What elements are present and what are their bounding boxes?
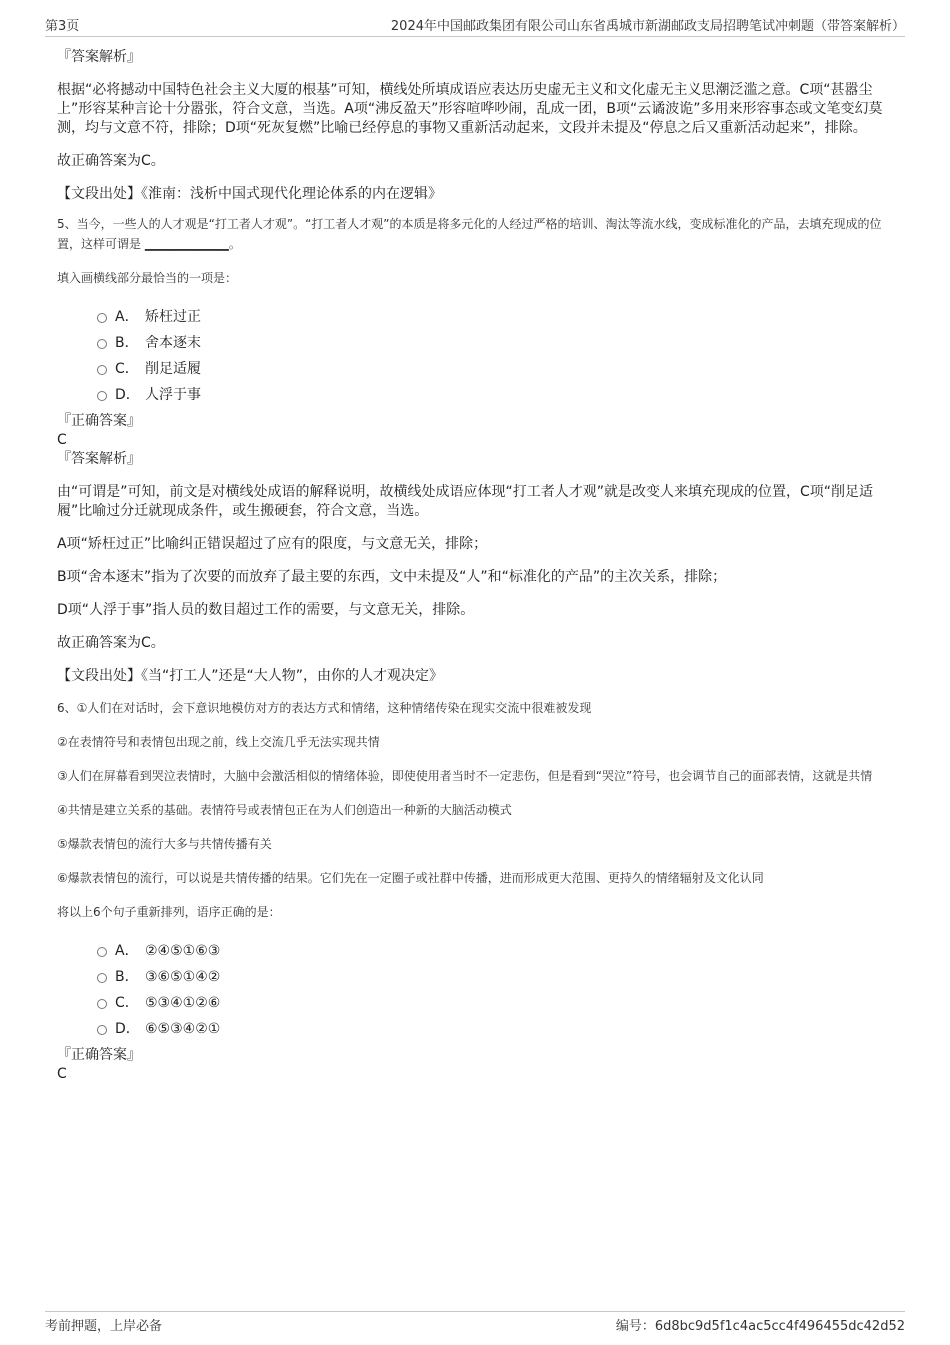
q4-analysis-text: 根据“必将撼动中国特色社会主义大厦的根基”可知，横线处所填成语应表达历史虚无主义和文化虚无主义思潮泛滥之意。C项“甚嚣尘上”形容某种言论十分嚣张，符合文意，当选。A项“沸反盈天”形容喧哗吵闹，乱成一团，B项“云谲波诡”多用来形容事态或文笔变幻莫测，均与文意不符，排除；D项“死灰复燃”比喻已经停息的事物又重新活动起来，文段并未提及“停息之后又重新活动起来”，排除。	[57, 82, 883, 136]
q5-source: 【文段出处】《当“打工人”还是“大人物”，由你的人才观决定》	[57, 668, 444, 684]
q5-analysis-label: 『答案解析』	[57, 451, 141, 467]
document-title: 2024年中国邮政集团有限公司山东省禹城市新湖邮政支局招聘笔试冲刺题（带答案解析）	[390, 19, 905, 34]
q5-analysis-b: B项“舍本逐末”指为了次要的而放弃了最主要的东西，文中未提及“人”和“标准化的产品”的主次关系，排除；	[57, 569, 727, 585]
q6-sentence-1: 6、①人们在对话时，会下意识地模仿对方的表达方式和情绪，这种情绪传染在现实交流中很难被发现	[57, 701, 592, 715]
q6-answer: C	[57, 1066, 67, 1082]
q4-analysis-label: 『答案解析』	[57, 49, 141, 65]
q6-sentence-2: ②在表情符号和表情包出现之前，线上交流几乎无法实现共情	[57, 735, 380, 749]
page-footer	[45, 1311, 905, 1336]
radio-icon[interactable]	[97, 365, 107, 375]
q5-answer: C	[57, 432, 67, 448]
q5-conclusion: 故正确答案为C。	[57, 635, 165, 651]
q5-stem	[57, 214, 897, 254]
radio-icon[interactable]	[97, 973, 107, 983]
radio-icon[interactable]	[97, 999, 107, 1009]
q6-prompt: 将以上6个句子重新排列，语序正确的是：	[57, 905, 281, 919]
q5-stem-after: 。	[228, 237, 241, 251]
q6-option-c[interactable]: C． ⑤③④①②⑥	[57, 990, 897, 1016]
page-header	[45, 14, 905, 37]
page-number: 第3页	[45, 19, 80, 34]
q5-blank: ______________	[144, 237, 229, 251]
q6-option-b[interactable]: B． ③⑥⑤①④②	[57, 964, 897, 990]
q6-sentence-3: ③人们在屏幕看到哭泣表情时，大脑中会激活相似的情绪体验，即使使用者当时不一定悲伤，但是看到“哭泣”符号，也会调节自己的面部表情，这就是共情	[57, 769, 873, 783]
radio-icon[interactable]	[97, 947, 107, 957]
q5-options	[57, 304, 897, 408]
q4-source: 【文段出处】《淮南：浅析中国式现代化理论体系的内在逻辑》	[57, 186, 442, 202]
footer-slogan: 考前押题，上岸必备	[45, 1318, 163, 1334]
radio-icon[interactable]	[97, 339, 107, 349]
q5-analysis-d: D项“人浮于事”指人员的数目超过工作的需要，与文意无关，排除。	[57, 602, 475, 618]
q5-prompt: 填入画横线部分最恰当的一项是：	[57, 271, 238, 285]
q5-option-a[interactable]: A． 矫枉过正	[57, 304, 897, 330]
q5-analysis-a: A项“矫枉过正”比喻纠正错误超过了应有的限度，与文意无关，排除；	[57, 536, 488, 552]
radio-icon[interactable]	[97, 313, 107, 323]
q4-conclusion: 故正确答案为C。	[57, 153, 165, 169]
q6-sentence-4: ④共情是建立关系的基础。表情符号或表情包正在为人们创造出一种新的大脑活动模式	[57, 803, 512, 817]
q6-sentence-6: ⑥爆款表情包的流行，可以说是共情传播的结果。它们先在一定圈子或社群中传播，进而形成更大范围、更持久的情绪辐射及文化认同	[57, 871, 764, 885]
q6-sentence-5: ⑤爆款表情包的流行大多与共情传播有关	[57, 837, 272, 851]
q6-answer-label: 『正确答案』	[57, 1047, 141, 1063]
q5-answer-label: 『正确答案』	[57, 413, 141, 429]
document-body	[57, 44, 897, 1084]
q6-option-a[interactable]: A． ②④⑤①⑥③	[57, 938, 897, 964]
q5-analysis-text: 由“可谓是”可知，前文是对横线处成语的解释说明，故横线处成语应体现“打工者人才观”就是改变人来填充现成的位置，C项“削足适履”比喻过分迁就现成条件，或生搬硬套，符合文意，当选。	[57, 484, 874, 519]
radio-icon[interactable]	[97, 391, 107, 401]
q6-option-d[interactable]: D． ⑥⑤③④②①	[57, 1016, 897, 1042]
q6-options	[57, 938, 897, 1042]
q5-option-b[interactable]: B． 舍本逐末	[57, 330, 897, 356]
q5-stem-before: 5、当今，一些人的人才观是“打工者人才观”。“打工者人才观”的本质是将多元化的人经过严格的培训、淘汰等流水线，变成标准化的产品，去填充现成的位置，这样可谓是	[57, 217, 882, 251]
document-code: 编号：6d8bc9d5f1c4ac5cc4f496455dc42d52	[615, 1318, 905, 1334]
q5-option-d[interactable]: D． 人浮于事	[57, 382, 897, 408]
radio-icon[interactable]	[97, 1025, 107, 1035]
q5-option-c[interactable]: C． 削足适履	[57, 356, 897, 382]
